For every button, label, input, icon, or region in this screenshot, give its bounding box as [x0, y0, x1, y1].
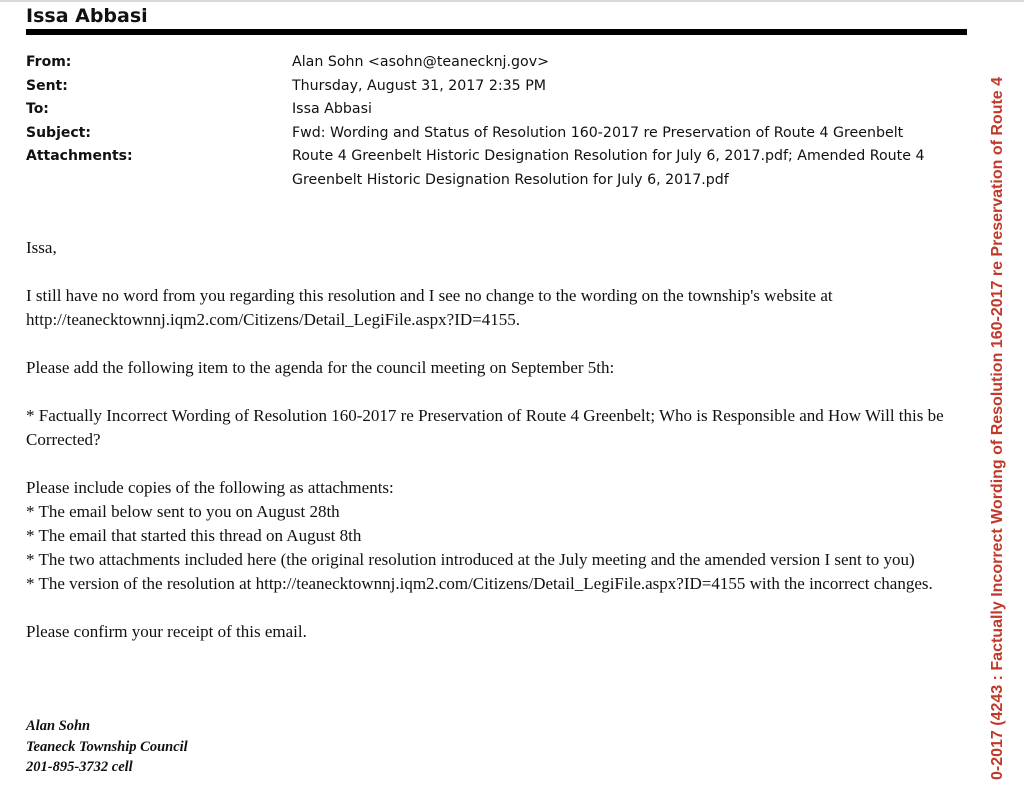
page-top-border	[0, 0, 1024, 2]
subject-value: Fwd: Wording and Status of Resolution 160-2017 re Preservation of Route 4 Greenbelt	[292, 124, 904, 141]
email-headers	[26, 51, 966, 192]
email-body	[26, 236, 946, 668]
sent-value: Thursday, August 31, 2017 2:35 PM	[292, 77, 547, 94]
to-value: Issa Abbasi	[292, 101, 372, 117]
signature-phone: 201-895-3732 cell	[26, 759, 133, 775]
from-label: From:	[26, 54, 72, 70]
subject-row	[26, 122, 966, 146]
header-rule	[26, 29, 967, 35]
document-owner: Issa Abbasi	[26, 5, 148, 27]
sent-label: Sent:	[26, 77, 68, 94]
list-item: * The email that started this thread on August 8th	[26, 526, 362, 545]
from-row	[26, 51, 966, 75]
to-row	[26, 98, 966, 122]
list-item: * The email below sent to you on August 28th	[26, 502, 340, 521]
list-item: * The two attachments included here (the original resolution introduced at the July meeting and the amended version I sent to you)	[26, 550, 915, 569]
attachments-value: Route 4 Greenbelt Historic Designation Resolution for July 6, 2017.pdf; Amended Route 4 Greenbelt Historic Designation Resolution for July 6, 2017.pdf	[292, 148, 925, 188]
signature-org: Teaneck Township Council	[26, 738, 188, 755]
attachments-row	[26, 145, 966, 192]
attachment-request-list	[26, 476, 946, 596]
body-paragraph-2: Please add the following item to the agenda for the council meeting on September 5th:	[26, 358, 615, 377]
sent-row	[26, 75, 966, 99]
signature-name: Alan Sohn	[26, 718, 91, 734]
body-paragraph-3: * Factually Incorrect Wording of Resolution 160-2017 re Preservation of Route 4 Greenbelt; Who is Responsible and How Will this be Corrected?	[26, 406, 944, 449]
to-label: To:	[26, 101, 49, 117]
list-intro: Please include copies of the following as attachments:	[26, 478, 394, 497]
closing-line: Please confirm your receipt of this email.	[26, 622, 307, 641]
side-document-stamp: 0-2017 (4243 : Factually Incorrect Wording of Resolution 160-2017 re Preservation of Route 4	[989, 76, 1006, 780]
list-item: * The version of the resolution at http://teanecktownnj.iqm2.com/Citizens/Detail_LegiFile.aspx?ID=4155 with the incorrect changes.	[26, 574, 933, 593]
subject-label: Subject:	[26, 124, 91, 141]
from-value: Alan Sohn <asohn@teanecknj.gov>	[292, 54, 549, 70]
attachments-label: Attachments:	[26, 148, 133, 164]
body-paragraph-1: I still have no word from you regarding this resolution and I see no change to the wording on the township's website at http://teanecktownnj.iqm2.com/Citizens/Detail_LegiFile.aspx?ID=4155.	[26, 286, 833, 329]
greeting: Issa,	[26, 238, 57, 257]
signature-block	[26, 716, 188, 778]
